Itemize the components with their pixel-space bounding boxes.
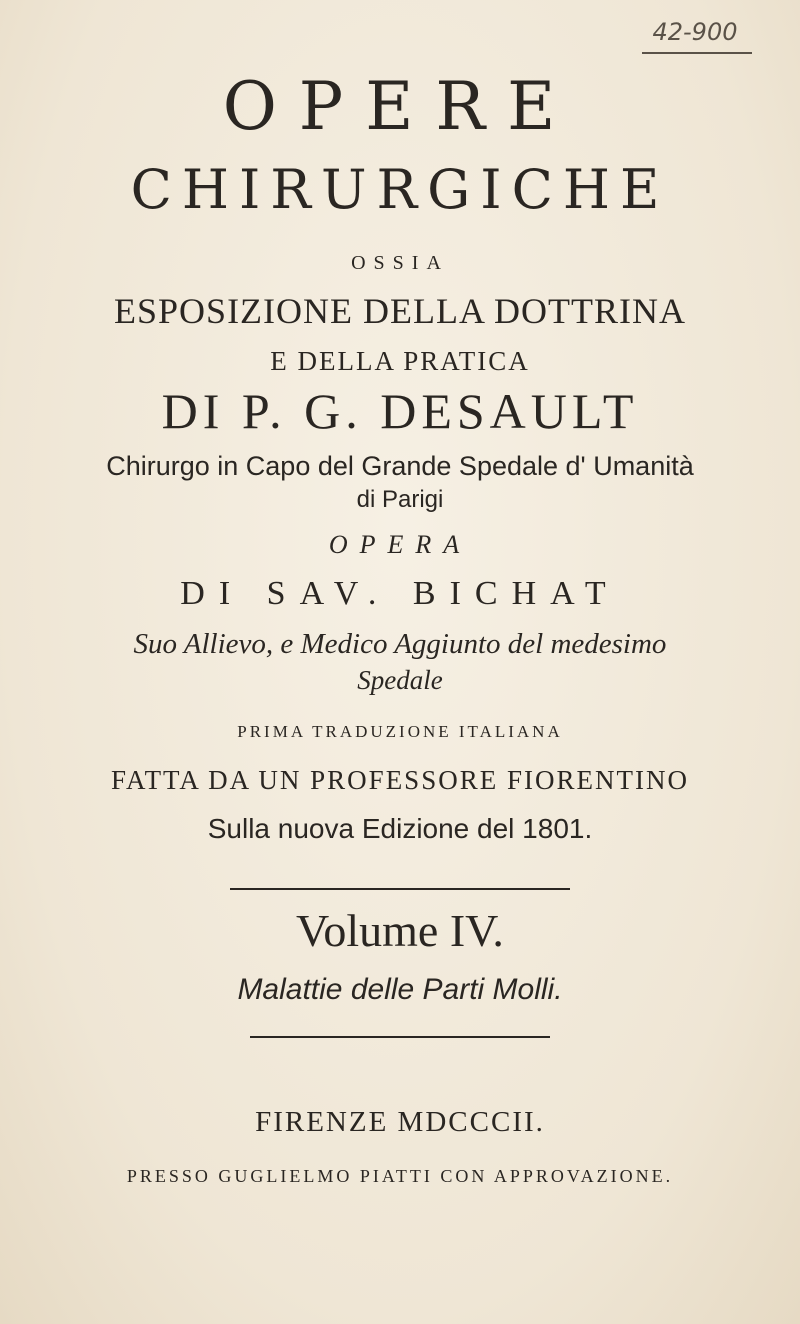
- volume-subject: Malattie delle Parti Molli.: [237, 973, 563, 1006]
- title-line-2: E DELLA PRATICA: [270, 346, 530, 376]
- volume-label: Volume IV.: [296, 905, 504, 956]
- editor-role-2: Spedale: [357, 665, 443, 695]
- title-line-1: ESPOSIZIONE DELLA DOTTRINA: [114, 291, 686, 331]
- author-role-2: di Parigi: [356, 486, 444, 513]
- divider-rule-bottom: [250, 1036, 550, 1038]
- editor-role-1: Suo Allievo, e Medico Aggiunto del medesimo: [133, 628, 667, 660]
- opera-label: OPERA: [328, 530, 472, 559]
- divider-rule-top: [230, 888, 570, 890]
- shelfmark-annotation: 42-900: [652, 18, 738, 46]
- translation-line-3: Sulla nuova Edizione del 1801.: [207, 813, 593, 844]
- imprint-printer: PRESSO GUGLIELMO PIATTI CON APPROVAZIONE.: [126, 1166, 674, 1186]
- ossia-text: OSSIA: [351, 252, 449, 274]
- main-title: OPERE: [222, 68, 578, 145]
- author-role-1: Chirurgo in Capo del Grande Spedale d' Umanità: [106, 451, 694, 481]
- imprint-place-date: FIRENZE MDCCCII.: [255, 1106, 545, 1138]
- sub-title: CHIRURGICHE: [130, 158, 670, 221]
- editor-name: DI SAV. BICHAT: [180, 575, 620, 612]
- shelfmark-underline: [642, 52, 752, 54]
- translation-line-1: PRIMA TRADUZIONE ITALIANA: [237, 722, 563, 741]
- translation-line-2: FATTA DA UN PROFESSORE FIORENTINO: [111, 765, 689, 795]
- author-name: DI P. G. DESAULT: [161, 383, 639, 439]
